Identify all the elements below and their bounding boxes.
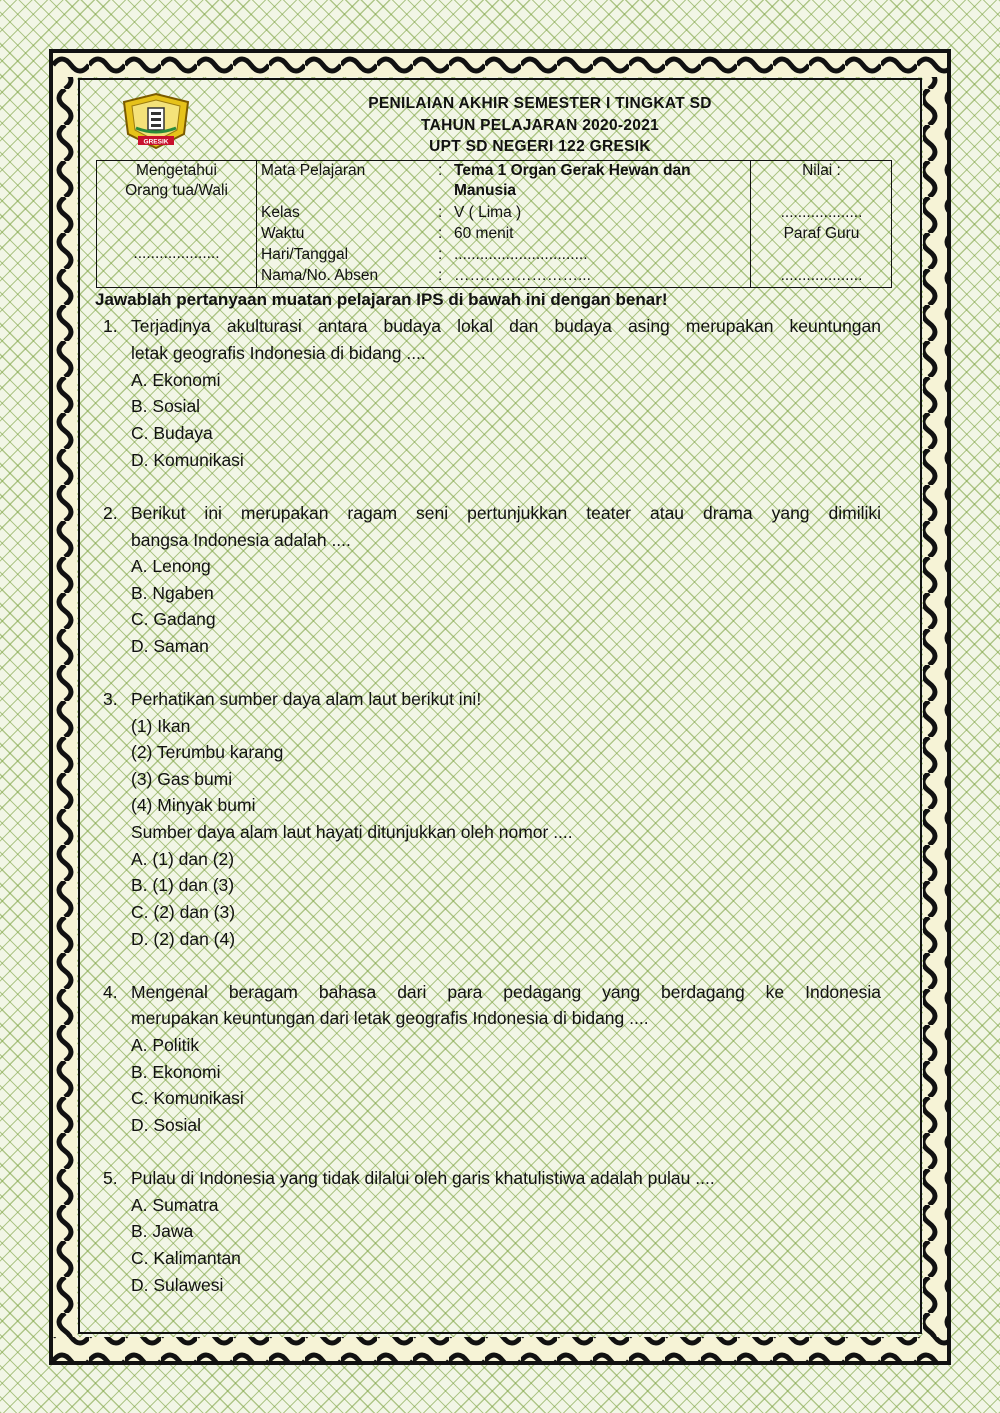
question-text: letak geografis Indonesia di bidang .... (131, 343, 426, 363)
answer-option: A. Lenong (131, 556, 211, 576)
question-item: (3) Gas bumi (131, 769, 233, 789)
logo-text: GRESIK (143, 138, 169, 146)
colon: : (438, 267, 443, 284)
colon: : (438, 246, 443, 263)
parent-label: Mengetahui (135, 162, 217, 179)
score-line: ................... (780, 204, 863, 221)
class-label: Kelas (261, 204, 300, 221)
question-text: Berikut ini merupakan ragam seni pertunjukkan teater atau drama yang dimiliki (131, 503, 881, 523)
teacher-sign-label: Paraf Guru (783, 225, 860, 242)
answer-option: B. Ngaben (131, 583, 214, 603)
question-text: Sumber daya alam laut hayati ditunjukkan oleh nomor .... (131, 822, 573, 842)
answer-option: D. Sulawesi (131, 1275, 224, 1295)
question-text: bangsa Indonesia adalah .... (131, 530, 351, 550)
question-text: Perhatikan sumber daya alam laut berikut ini! (131, 689, 482, 709)
header-title-line3: UPT SD NEGERI 122 GRESIK (429, 138, 651, 155)
score-label: Nilai : (802, 162, 841, 179)
date-label: Hari/Tanggal (261, 246, 349, 263)
colon: : (438, 162, 443, 179)
question-text: Mengenal beragam bahasa dari para pedagang yang berdagang ke Indonesia (131, 982, 881, 1002)
answer-option: D. Saman (131, 636, 209, 656)
date-value: ............................... (454, 246, 588, 263)
colon: : (438, 225, 443, 242)
name-label: Nama/No. Absen (261, 267, 379, 284)
time-label: Waktu (261, 225, 305, 242)
question-item: (1) Ikan (131, 716, 191, 736)
class-value: V ( Lima ) (454, 204, 522, 221)
parent-signature-line: .................... (133, 245, 220, 262)
colon: : (438, 204, 443, 221)
teacher-sign-line: ................... (780, 267, 863, 284)
question-item: (2) Terumbu karang (131, 742, 284, 762)
answer-option: B. (1) dan (3) (131, 875, 235, 895)
name-value: ……………………... (454, 267, 591, 284)
exam-info-table (96, 160, 892, 288)
answer-option: C. Budaya (131, 423, 213, 443)
answer-option: D. Sosial (131, 1115, 202, 1135)
answer-option: B. Jawa (131, 1221, 194, 1241)
answer-option: C. (2) dan (3) (131, 902, 236, 922)
subject-value: Tema 1 Organ Gerak Hewan dan (454, 162, 691, 179)
answer-option: C. Gadang (131, 609, 216, 629)
subject-label: Mata Pelajaran (261, 162, 366, 179)
answer-option: A. (1) dan (2) (131, 849, 235, 869)
answer-option: A. Sumatra (131, 1195, 219, 1215)
parent-label: Orang tua/Wali (125, 182, 228, 199)
question-text: Terjadinya akulturasi antara budaya lokal dan budaya asing merupakan keuntungan (131, 316, 881, 336)
answer-option: C. Komunikasi (131, 1088, 244, 1108)
question-number: 5. (103, 1168, 118, 1188)
table-divider (256, 161, 257, 287)
time-value: 60 menit (454, 225, 514, 242)
question-text: Pulau di Indonesia yang tidak dilalui oleh garis khatulistiwa adalah pulau .... (131, 1168, 715, 1188)
answer-option: B. Sosial (131, 396, 201, 416)
answer-option: A. Politik (131, 1035, 200, 1055)
answer-option: D. Komunikasi (131, 450, 244, 470)
question-number: 3. (103, 689, 118, 709)
answer-option: D. (2) dan (4) (131, 929, 236, 949)
question-number: 4. (103, 982, 118, 1002)
question-number: 1. (103, 316, 118, 336)
question-text: merupakan keuntungan dari letak geografis Indonesia di bidang .... (131, 1008, 649, 1028)
answer-option: B. Ekonomi (131, 1062, 221, 1082)
answer-option: A. Ekonomi (131, 370, 221, 390)
instruction-text: Jawablah pertanyaan muatan pelajaran IPS di bawah ini dengan benar! (95, 290, 668, 309)
question-number: 2. (103, 503, 118, 523)
gresik-emblem-icon (118, 92, 194, 150)
subject-value-cont: Manusia (454, 182, 517, 199)
header-title-line1: PENILAIAN AKHIR SEMESTER I TINGKAT SD (368, 95, 712, 112)
answer-option: C. Kalimantan (131, 1248, 241, 1268)
header-title-line2: TAHUN PELAJARAN 2020-2021 (420, 117, 660, 134)
question-item: (4) Minyak bumi (131, 795, 256, 815)
